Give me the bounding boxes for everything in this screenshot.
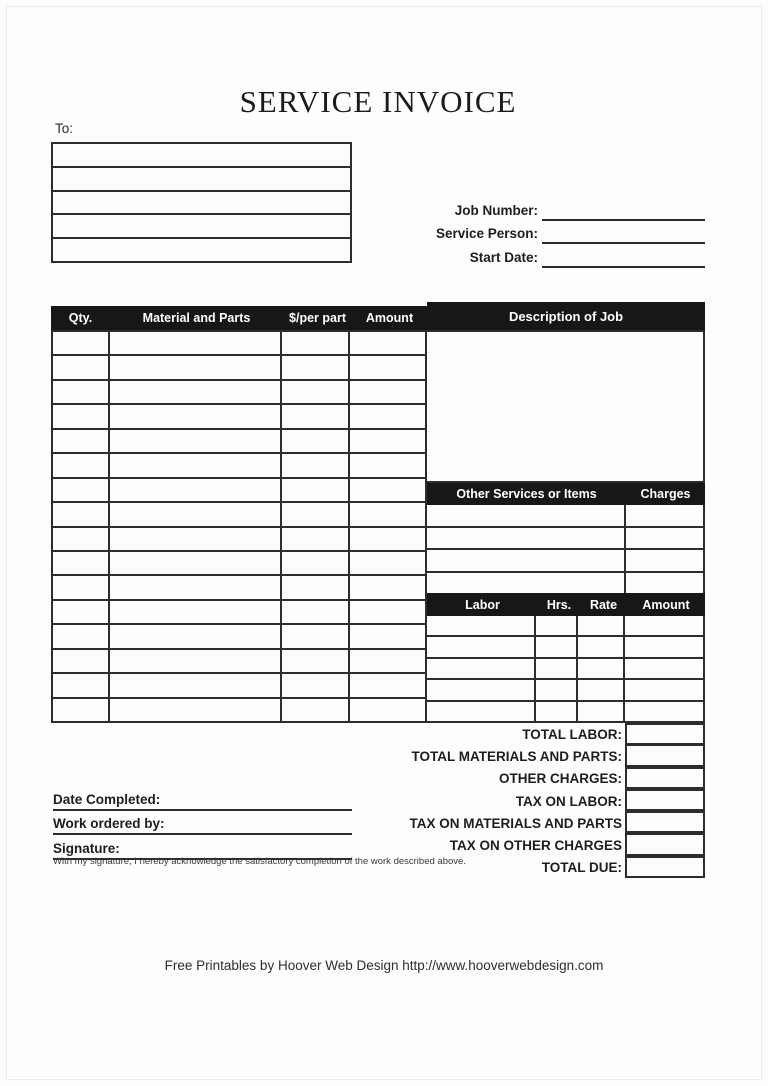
- material-and-parts-cell[interactable]: [110, 674, 282, 696]
- price-per-part-cell[interactable]: [282, 552, 350, 574]
- charge-cell[interactable]: [624, 505, 703, 526]
- amount-cell[interactable]: [350, 674, 425, 696]
- labor-cell[interactable]: [427, 702, 536, 721]
- materials-table-row: [53, 528, 425, 552]
- amount-cell[interactable]: [350, 650, 425, 672]
- work-ordered-by-field[interactable]: [53, 811, 352, 836]
- recipient-to-label: To:: [55, 121, 74, 136]
- price-per-part-cell[interactable]: [282, 528, 350, 550]
- total-materials-and-parts-row: [400, 745, 705, 767]
- material-and-parts-column-header: Material and Parts: [142, 311, 251, 325]
- material-and-parts-cell[interactable]: [110, 454, 282, 476]
- tax-on-other-charges-label: TAX ON OTHER CHARGES: [449, 838, 622, 854]
- hours-cell[interactable]: [536, 680, 578, 699]
- total-labor-row: [400, 723, 705, 745]
- materials-table-row: [53, 601, 425, 625]
- start-date-label: Start Date:: [469, 249, 538, 265]
- price-per-part-cell[interactable]: [282, 332, 350, 354]
- qty-cell[interactable]: [53, 356, 110, 378]
- total-materials-and-parts-label: TOTAL MATERIALS AND PARTS:: [411, 748, 622, 764]
- price-per-part-cell[interactable]: [282, 503, 350, 525]
- other-charges-label: OTHER CHARGES:: [498, 771, 622, 787]
- qty-cell[interactable]: [53, 552, 110, 574]
- qty-cell[interactable]: [53, 405, 110, 427]
- qty-cell[interactable]: [53, 674, 110, 696]
- amount-cell[interactable]: [350, 430, 425, 452]
- qty-cell[interactable]: [53, 479, 110, 501]
- rate-cell[interactable]: [578, 616, 625, 635]
- price-per-part-cell[interactable]: [282, 454, 350, 476]
- job-number-label: Job Number:: [454, 202, 538, 218]
- amount-cell[interactable]: [350, 503, 425, 525]
- material-and-parts-cell[interactable]: [110, 625, 282, 647]
- labor-amount-cell[interactable]: [625, 680, 703, 699]
- other-services-table: [427, 505, 705, 593]
- tax-on-labor-box[interactable]: [625, 789, 705, 811]
- other-services-header: [427, 483, 705, 505]
- materials-table-row: [53, 552, 425, 576]
- price-per-part-cell[interactable]: [282, 405, 350, 427]
- labor-amount-cell[interactable]: [625, 616, 703, 635]
- materials-table: [51, 330, 427, 723]
- description-of-job-area[interactable]: [427, 330, 705, 483]
- materials-table-row: [53, 381, 425, 405]
- other-services-row: [427, 505, 703, 528]
- service-item-cell[interactable]: [427, 573, 624, 594]
- charge-cell[interactable]: [624, 550, 703, 571]
- labor-table-header: [427, 593, 705, 616]
- recipient-address-line[interactable]: [53, 215, 350, 239]
- qty-cell[interactable]: [53, 601, 110, 623]
- labor-column-header: Labor: [465, 597, 500, 612]
- amount-cell[interactable]: [350, 699, 425, 721]
- amount-cell[interactable]: [350, 528, 425, 550]
- amount-cell[interactable]: [350, 356, 425, 378]
- labor-table: [427, 616, 705, 723]
- material-and-parts-cell[interactable]: [110, 528, 282, 550]
- amount-cell[interactable]: [350, 625, 425, 647]
- material-and-parts-cell[interactable]: [110, 699, 282, 721]
- rate-cell[interactable]: [578, 680, 625, 699]
- total-due-box[interactable]: [625, 856, 705, 878]
- qty-cell[interactable]: [53, 576, 110, 598]
- charges-column-header: Charges: [640, 487, 691, 501]
- labor-cell[interactable]: [427, 637, 536, 656]
- other-services-row: [427, 550, 703, 573]
- charge-cell[interactable]: [624, 573, 703, 594]
- materials-table-row: [53, 503, 425, 527]
- material-and-parts-cell[interactable]: [110, 479, 282, 501]
- labor-table-row: [427, 702, 703, 721]
- invoice-meta-fields: [420, 197, 705, 268]
- labor-cell[interactable]: [427, 680, 536, 699]
- tax-on-materials-and-parts-row: [400, 812, 705, 834]
- service-item-cell[interactable]: [427, 528, 624, 549]
- service-person-field: [420, 221, 705, 245]
- material-and-parts-cell[interactable]: [110, 356, 282, 378]
- service-person-input-line[interactable]: [542, 221, 705, 245]
- material-and-parts-cell[interactable]: [110, 552, 282, 574]
- recipient-address-line[interactable]: [53, 192, 350, 216]
- tax-on-materials-and-parts-label: TAX ON MATERIALS AND PARTS: [409, 815, 622, 831]
- date-completed-label: Date Completed:: [53, 791, 161, 807]
- date-completed-field[interactable]: [53, 786, 352, 811]
- hours-cell[interactable]: [536, 637, 578, 656]
- description-of-job-header: [427, 302, 705, 330]
- description-of-job-header-label: Description of Job: [508, 308, 624, 324]
- materials-table-row: [53, 405, 425, 429]
- rate-cell[interactable]: [578, 702, 625, 721]
- signature-block: [53, 786, 352, 860]
- tax-on-other-charges-box[interactable]: [625, 833, 705, 855]
- job-number-field: [420, 197, 705, 221]
- rate-cell[interactable]: [578, 659, 625, 678]
- materials-table-row: [53, 650, 425, 674]
- rate-cell[interactable]: [578, 637, 625, 656]
- price-per-part-cell[interactable]: [282, 625, 350, 647]
- price-per-part-cell[interactable]: [282, 674, 350, 696]
- hours-cell[interactable]: [536, 616, 578, 635]
- qty-column-header: Qty.: [68, 311, 93, 325]
- labor-amount-cell[interactable]: [625, 702, 703, 721]
- materials-table-row: [53, 430, 425, 454]
- labor-table-row: [427, 680, 703, 701]
- material-and-parts-cell[interactable]: [110, 405, 282, 427]
- amount-cell[interactable]: [350, 576, 425, 598]
- recipient-address-line[interactable]: [53, 239, 350, 261]
- other-services-row: [427, 573, 703, 594]
- amount-cell[interactable]: [350, 601, 425, 623]
- labor-cell[interactable]: [427, 616, 536, 635]
- labor-amount-cell[interactable]: [625, 659, 703, 678]
- other-services-column-header: Other Services or Items: [456, 487, 597, 501]
- qty-cell[interactable]: [53, 454, 110, 476]
- material-and-parts-cell[interactable]: [110, 381, 282, 403]
- service-item-cell[interactable]: [427, 550, 624, 571]
- amount-cell[interactable]: [350, 552, 425, 574]
- tax-on-other-charges-row: [400, 834, 705, 856]
- other-charges-row: [400, 768, 705, 790]
- labor-cell[interactable]: [427, 659, 536, 678]
- total-materials-and-parts-box[interactable]: [625, 744, 705, 766]
- materials-table-row: [53, 479, 425, 503]
- total-labor-label: TOTAL LABOR:: [522, 726, 622, 742]
- work-ordered-by-label: Work ordered by:: [53, 816, 165, 832]
- other-services-row: [427, 528, 703, 551]
- qty-cell[interactable]: [53, 381, 110, 403]
- tax-on-materials-and-parts-box[interactable]: [625, 811, 705, 833]
- amount-cell[interactable]: [350, 479, 425, 501]
- price-per-part-cell[interactable]: [282, 381, 350, 403]
- material-and-parts-cell[interactable]: [110, 332, 282, 354]
- qty-cell[interactable]: [53, 430, 110, 452]
- price-per-part-column-header: $/per part: [289, 311, 346, 325]
- labor-amount-column-header: Amount: [642, 597, 690, 612]
- amount-cell[interactable]: [350, 332, 425, 354]
- signature-acknowledgment-text: With my signature, I hereby acknowledge the satisfactory completion of the work described above.: [53, 856, 466, 867]
- qty-cell[interactable]: [53, 528, 110, 550]
- other-charges-box[interactable]: [625, 767, 705, 789]
- qty-cell[interactable]: [53, 332, 110, 354]
- labor-table-row: [427, 659, 703, 680]
- hours-cell[interactable]: [536, 659, 578, 678]
- tax-on-labor-label: TAX ON LABOR:: [515, 793, 622, 809]
- rate-column-header: Rate: [589, 597, 618, 612]
- footer-credit-text: Free Printables by Hoover Web Design http://www.hooverwebdesign.com: [164, 958, 604, 973]
- amount-cell[interactable]: [350, 405, 425, 427]
- materials-table-row: [53, 576, 425, 600]
- material-and-parts-cell[interactable]: [110, 503, 282, 525]
- price-per-part-cell[interactable]: [282, 356, 350, 378]
- labor-amount-cell[interactable]: [625, 637, 703, 656]
- hours-column-header: Hrs.: [546, 597, 572, 612]
- price-per-part-cell[interactable]: [282, 650, 350, 672]
- material-and-parts-cell[interactable]: [110, 576, 282, 598]
- tax-on-labor-row: [400, 790, 705, 812]
- materials-table-row: [53, 454, 425, 478]
- materials-table-row: [53, 699, 425, 721]
- amount-column-header: Amount: [365, 311, 414, 325]
- price-per-part-cell[interactable]: [282, 601, 350, 623]
- amount-cell[interactable]: [350, 381, 425, 403]
- qty-cell[interactable]: [53, 650, 110, 672]
- qty-cell[interactable]: [53, 503, 110, 525]
- price-per-part-cell[interactable]: [282, 699, 350, 721]
- price-per-part-cell[interactable]: [282, 430, 350, 452]
- labor-table-row: [427, 616, 703, 637]
- qty-cell[interactable]: [53, 699, 110, 721]
- qty-cell[interactable]: [53, 625, 110, 647]
- recipient-address-box: [51, 142, 352, 263]
- materials-table-row: [53, 332, 425, 356]
- materials-table-row: [53, 356, 425, 380]
- material-and-parts-cell[interactable]: [110, 601, 282, 623]
- material-and-parts-cell[interactable]: [110, 650, 282, 672]
- materials-table-row: [53, 674, 425, 698]
- start-date-field: [420, 244, 705, 268]
- materials-table-row: [53, 625, 425, 649]
- total-due-label: TOTAL DUE:: [541, 860, 622, 876]
- charge-cell[interactable]: [624, 528, 703, 549]
- hours-cell[interactable]: [536, 702, 578, 721]
- total-labor-box[interactable]: [625, 723, 705, 745]
- amount-cell[interactable]: [350, 454, 425, 476]
- price-per-part-cell[interactable]: [282, 479, 350, 501]
- recipient-address-line[interactable]: [53, 144, 350, 168]
- service-item-cell[interactable]: [427, 505, 624, 526]
- service-person-label: Service Person:: [435, 226, 538, 242]
- recipient-address-line[interactable]: [53, 168, 350, 192]
- job-number-input-line[interactable]: [542, 197, 705, 221]
- price-per-part-cell[interactable]: [282, 576, 350, 598]
- material-and-parts-cell[interactable]: [110, 430, 282, 452]
- labor-table-row: [427, 637, 703, 658]
- page-title: SERVICE INVOICE: [239, 84, 517, 119]
- signature-label: Signature:: [53, 841, 120, 857]
- materials-table-header: [51, 306, 427, 330]
- start-date-input-line[interactable]: [542, 244, 705, 268]
